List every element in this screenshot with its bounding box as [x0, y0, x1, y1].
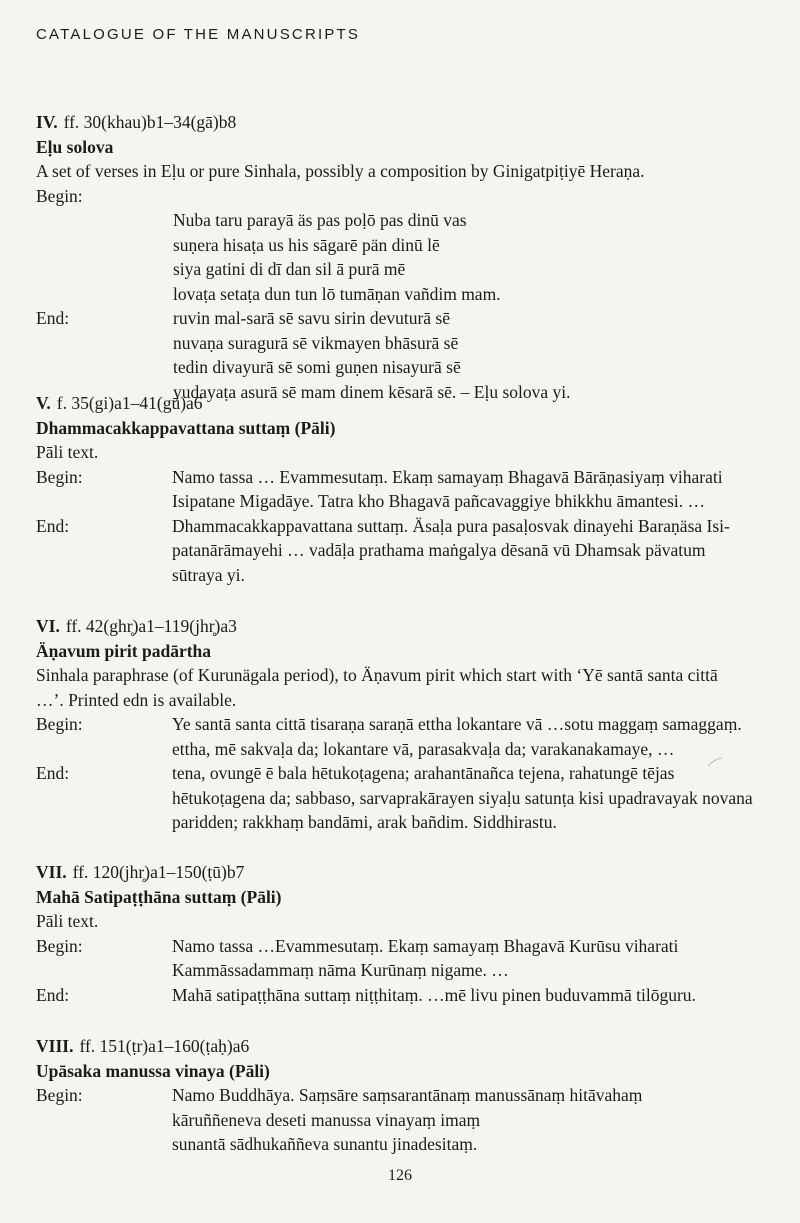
entry-heading [36, 614, 766, 639]
entry-v [36, 391, 766, 587]
verse-line: ruvin mal-sarā sē savu sirin devuturā sē [173, 308, 451, 328]
begin-label: Begin: [36, 185, 83, 206]
entry-numeral: V. [36, 393, 51, 413]
text-line: Namo tassa …Evammesutaṃ. Ekaṃ samayaṃ Bhagavā Kurūsu viharati [172, 935, 679, 956]
end-text [172, 761, 766, 835]
folio-range: f. 35(gi)a1–41(gū)a6 [56, 393, 203, 413]
verse-line: nuvaṇa suragurā sē vikmayen bhāsurā sē [173, 332, 459, 353]
text-line: sūtraya yi. [172, 564, 245, 585]
entry-vii [36, 860, 766, 1007]
end-text [172, 514, 766, 588]
begin-label: Begin: [36, 935, 83, 956]
entry-vi [36, 614, 766, 835]
begin-label: Begin: [36, 1085, 83, 1105]
end-block [36, 983, 766, 1008]
entry-heading [36, 860, 766, 885]
text-line: kāruññeneva deseti manussa vinayaṃ imaṃ [172, 1109, 481, 1130]
running-head: CATALOGUE OF THE MANUSCRIPTS [36, 26, 361, 43]
end-label: End: [36, 763, 70, 783]
text-line: Namo tassa … Evammesutaṃ. Ekaṃ samayaṃ Bhagavā Bārāṇasiyaṃ viharati [172, 466, 723, 487]
entry-title: Upāsaka manussa vinaya (Pāli) [36, 1060, 270, 1081]
text-line: ettha, mē sakvaḷa da; lokantare vā, parasakvaḷa da; varakanakamaye, … [172, 738, 675, 759]
entry-description: Pāli text. [36, 442, 99, 462]
end-label: End: [36, 308, 70, 328]
text-line: paridden; rakkhaṃ bandāmi, arak bañdim. Siddhirastu. [172, 812, 557, 832]
begin-text [172, 465, 766, 514]
entry-viii [36, 1034, 766, 1157]
entry-description [36, 663, 766, 712]
text-line: Namo Buddhāya. Saṃsāre saṃsarantānaṃ manussānaṃ hitāvahaṃ [172, 1085, 643, 1105]
text-line: Dhammacakkappavattana suttaṃ. Äsaḷa pura pasaḷosvak dinayehi Baraṇäsa Isi- [172, 515, 730, 536]
end-label: End: [36, 984, 70, 1005]
text-line: Isipatane Migadāye. Tatra kho Bhagavā pañcavaggiye bhikkhu āmantesi. … [172, 491, 705, 511]
begin-verses [173, 208, 766, 306]
folio-range: ff. 30(khau)b1–34(gā)b8 [63, 112, 237, 132]
text-line: sunantā sādhukaññeva sunantu jinadesitaṃ. [172, 1134, 478, 1154]
begin-block [36, 934, 766, 983]
entry-numeral: VII. [36, 862, 67, 882]
entry-numeral: VIII. [36, 1036, 74, 1056]
text-line: Kammāssadammaṃ nāma Kurūnaṃ nigame. … [172, 960, 509, 980]
begin-block [36, 712, 766, 761]
description-line: …’. Printed edn is available. [36, 689, 237, 710]
begin-label: Begin: [36, 466, 83, 487]
text-line: patanārāmayehi … vadāḷa prathama maṅgalya dēsanā vū Dhamsak pävatum [172, 540, 706, 560]
begin-block [36, 1083, 766, 1157]
text-line: Mahā satipaṭṭhāna suttaṃ niṭṭhitaṃ. …mē livu pinen buduvammā tilōguru. [172, 984, 696, 1005]
begin-block [36, 465, 766, 514]
end-label: End: [36, 515, 70, 536]
verse-line: tedin divayurā sē somi guṇen nisayurā sē [173, 357, 461, 377]
folio-range: ff. 151(ṭr)a1–160(ṭaḥ)a6 [79, 1036, 250, 1056]
verse-line: siya gatini di dī dan sil ā purā mē [173, 259, 406, 279]
text-line: hētukoṭagena da; sabbaso, sarvaprakārayen siyaḷu satunṭa kisi upadravayak novana [172, 787, 753, 808]
end-block [36, 514, 766, 588]
entry-description: A set of verses in Eḷu or pure Sinhala, possibly a composition by Ginigatpiṭiyē Heraṇa. [36, 161, 645, 181]
verse-line: Nuba taru parayā äs pas poḷō pas dinū vas [173, 210, 467, 230]
entry-title: Mahā Satipaṭṭhāna suttaṃ (Pāli) [36, 886, 282, 907]
description-line: Sinhala paraphrase (of Kurunägala period), to Äṇavum pirit which start with ‘Yē santā santa cittā [36, 665, 718, 685]
begin-label: Begin: [36, 714, 83, 734]
verse-line: suṇera hisaṭa us his sāgarē pän dinū lē [173, 234, 440, 255]
text-line: Ye santā santa cittā tisaraṇa saraṇā ettha lokantare vā …sotu maggaṃ samaggaṃ. [172, 714, 742, 734]
entry-heading [36, 391, 766, 416]
entry-numeral: VI. [36, 616, 60, 636]
verse-line: yudayaṭa asurā sē mam dinem kēsarā sē. – Eḷu solova yi. [173, 381, 571, 402]
end-block [36, 306, 766, 404]
end-verses [173, 306, 766, 404]
page-number: 126 [388, 1167, 412, 1184]
entry-title: Eḷu solova [36, 136, 114, 157]
folio-range: ff. 120(jhr̥)a1–150(ṭū)b7 [72, 862, 245, 882]
end-text [172, 983, 766, 1008]
end-block [36, 761, 766, 835]
begin-text [172, 712, 766, 761]
entry-heading [36, 110, 766, 135]
entry-iv [36, 110, 766, 404]
pen-mark-decoration [707, 757, 723, 767]
text-line: tena, ovungē ē bala hētukoṭagena; arahantānañca tejena, rahatungē tējas [172, 763, 675, 783]
begin-text [172, 1083, 766, 1157]
entry-heading [36, 1034, 766, 1059]
begin-text [172, 934, 766, 983]
entry-description: Pāli text. [36, 911, 99, 931]
entry-title: Dhammacakkappavattana suttaṃ (Pāli) [36, 417, 336, 438]
folio-range: ff. 42(ghr̥)a1–119(jhr̥)a3 [65, 616, 237, 636]
entry-numeral: IV. [36, 112, 58, 132]
entry-title: Äṇavum pirit padārtha [36, 640, 212, 661]
verse-line: lovaṭa setaṭa dun tun lō tumāṇan vañdim mam. [173, 283, 501, 304]
